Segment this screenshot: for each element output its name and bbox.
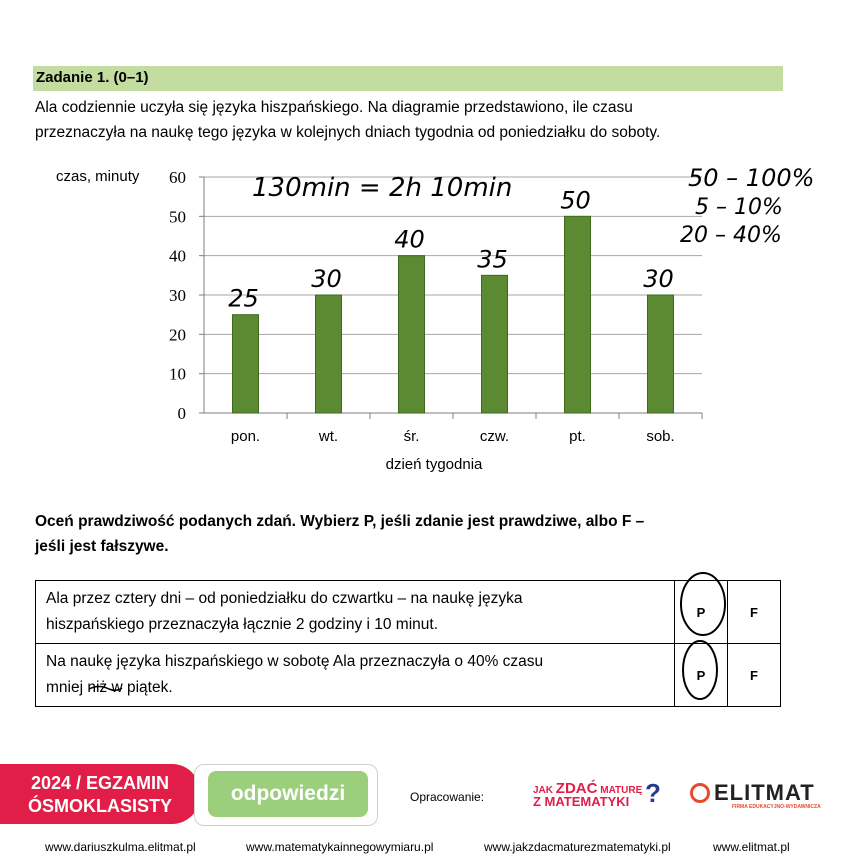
handwritten-bar-label: 30 [311,265,342,293]
bar [316,295,342,413]
logo-text: ELITMAT [714,780,815,805]
task-intro [35,95,795,145]
statement-2 [36,644,675,707]
exam-badge [0,764,200,824]
bar [648,295,674,413]
logo-text: ZDAĆ [555,780,598,797]
bar [482,275,508,413]
footer-link[interactable]: www.elitmat.pl [713,840,790,854]
statement-line: hiszpańskiego przeznaczyła łącznie 2 godziny i 10 minut. [46,616,439,633]
y-tick-label: 40 [169,246,186,266]
logo-subtext: FIRMA EDUKACYJNO-WYDAWNICZA [732,804,821,810]
handwritten-note: 20 – 40% [680,223,782,248]
handwritten-bar-label: 40 [394,225,425,254]
statement-1 [36,581,675,644]
logo-line: Z MATEMATYKI [533,794,630,809]
footer-link[interactable]: www.jakzdacmaturezmatematyki.pl [484,840,671,854]
option-f-1[interactable]: F [728,581,781,644]
handwritten-bar-label: 30 [643,265,674,293]
elitmat-logo[interactable] [690,778,830,812]
x-tick-label: sob. [646,428,675,445]
y-tick-label: 0 [177,404,186,423]
statement-line: Ala przez cztery dni – od poniedziałku do czwartku – na naukę języka [46,590,523,607]
prepared-by-label: Opracowanie: [410,790,485,804]
logo-text: JAK [533,785,556,796]
option-f-2[interactable]: F [728,644,781,707]
bar [233,315,259,413]
y-tick-label: 60 [169,168,186,187]
y-tick-label: 50 [169,207,186,227]
handwritten-note: 5 – 10% [695,195,783,220]
logo-text: MATURĘ [597,785,643,796]
instruction-line: jeśli jest fałszywe. [35,538,169,555]
chart-bars [233,216,674,413]
y-tick-label: 30 [169,286,186,305]
jak-zdac-mature-logo[interactable] [533,778,663,812]
intro-line: Ala codziennie uczyła się języka hiszpańskiego. Na diagramie przedstawiono, ile czasu [35,99,633,116]
table-row [36,581,781,644]
statement-line: Na naukę języka hiszpańskiego w sobotę Ala przeznaczyła o 40% czasu [46,653,544,670]
true-false-table [35,580,781,707]
handwritten-note: 50 – 100% [688,164,815,192]
bar [565,216,591,413]
question-mark-icon: ? [645,778,661,808]
bar-chart [0,150,850,485]
chart-grid [199,177,702,419]
option-p-1[interactable]: P [675,581,728,644]
handwritten-bar-label: 35 [477,245,508,274]
answers-button[interactable]: odpowiedzi [208,771,368,817]
x-axis-label: dzień tygodnia [385,456,483,473]
x-tick-label: śr. [403,428,420,445]
chart-x-ticks [231,428,675,445]
option-p-2[interactable]: P [675,644,728,707]
chart-y-ticks [169,168,186,423]
x-tick-label: pon. [230,428,261,445]
footer-link[interactable]: www.matematykainnegowymiaru.pl [246,840,434,854]
instruction-line: Oceń prawdziwość podanych zdań. Wybierz P, jeśli zdanie jest prawdziwe, albo F – [35,513,645,530]
statement-line: mniej niż w piątek. [46,679,173,696]
instruction [35,509,815,559]
y-tick-label: 20 [169,325,186,345]
task-header [33,66,783,91]
x-tick-label: czw. [479,428,510,445]
badge-line: 2024 / EGZAMIN [30,773,170,793]
bar [399,256,425,413]
y-axis-label: czas, minuty [56,168,140,185]
intro-line: przeznaczyła na naukę tego języka w kolejnych dniach tygodnia od poniedziałku do soboty. [35,124,661,141]
task-title: Zadanie 1. (0–1) [36,69,149,86]
handwritten-bar-label: 25 [228,284,259,313]
x-tick-label: wt. [318,428,339,445]
table-row [36,644,781,707]
badge-line: ÓSMOKLASISTY [27,796,172,816]
handwritten-total: 130min = 2h 10min [252,173,513,203]
footer-link[interactable]: www.dariuszkulma.elitmat.pl [45,840,196,854]
x-tick-label: pt. [569,428,586,445]
handwritten-bar-label: 50 [560,186,591,215]
y-tick-label: 10 [169,364,186,384]
elitmat-ring-icon [690,783,710,803]
